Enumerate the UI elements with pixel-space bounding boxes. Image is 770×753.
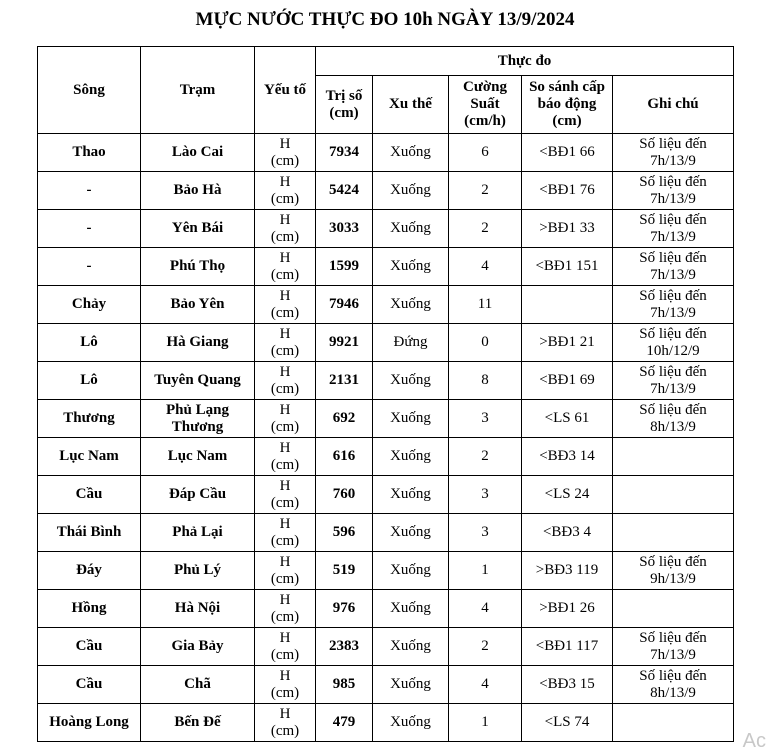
cell-tram: Lào Cai bbox=[141, 134, 255, 172]
cell-yeu-to bbox=[255, 210, 316, 248]
cell-tri-so: 616 bbox=[316, 438, 373, 476]
table-row bbox=[38, 134, 734, 172]
yeu-to-unit: (cm) bbox=[270, 456, 300, 473]
cell-tram: Gia Bảy bbox=[141, 628, 255, 666]
cell-xu-the: Xuống bbox=[373, 400, 449, 438]
table-row bbox=[38, 400, 734, 438]
table-row bbox=[38, 628, 734, 666]
cell-tram: Phủ Lạng Thương bbox=[141, 400, 255, 438]
table-row bbox=[38, 666, 734, 704]
cell-so-sanh bbox=[522, 286, 613, 324]
cell-cuong-suat: 3 bbox=[449, 514, 522, 552]
cell-yeu-to bbox=[255, 476, 316, 514]
cell-ghi-chu bbox=[613, 286, 734, 324]
table-row bbox=[38, 514, 734, 552]
ghi-chu-line-2: 7h/13/9 bbox=[650, 152, 696, 169]
yeu-to-symbol: H bbox=[279, 401, 291, 418]
cell-yeu-to bbox=[255, 628, 316, 666]
cell-tram: Phú Thọ bbox=[141, 248, 255, 286]
cell-cuong-suat: 4 bbox=[449, 590, 522, 628]
cell-song: Thao bbox=[38, 134, 141, 172]
cell-so-sanh: <BĐ1 151 bbox=[522, 248, 613, 286]
table-body bbox=[38, 134, 734, 742]
ghi-chu-line-1: Số liệu đến bbox=[639, 249, 707, 266]
cell-song: Cầu bbox=[38, 666, 141, 704]
cell-ghi-chu bbox=[613, 552, 734, 590]
cell-song: Thái Bình bbox=[38, 514, 141, 552]
cell-cuong-suat: 1 bbox=[449, 552, 522, 590]
cell-cuong-suat: 4 bbox=[449, 666, 522, 704]
cell-yeu-to bbox=[255, 590, 316, 628]
cell-tram: Hà Nội bbox=[141, 590, 255, 628]
cell-tri-so: 692 bbox=[316, 400, 373, 438]
ghi-chu-line-2: 7h/13/9 bbox=[650, 228, 696, 245]
cell-song: - bbox=[38, 248, 141, 286]
cell-xu-the: Xuống bbox=[373, 362, 449, 400]
cell-xu-the: Xuống bbox=[373, 210, 449, 248]
cell-tri-so: 3033 bbox=[316, 210, 373, 248]
table-row bbox=[38, 172, 734, 210]
yeu-to-unit: (cm) bbox=[270, 722, 300, 739]
yeu-to-unit: (cm) bbox=[270, 228, 300, 245]
header-ghi-chu: Ghi chú bbox=[613, 76, 734, 134]
cell-so-sanh: >BĐ3 119 bbox=[522, 552, 613, 590]
ghi-chu-line-1: Số liệu đến bbox=[639, 325, 707, 342]
cell-yeu-to bbox=[255, 438, 316, 476]
cell-xu-the: Xuống bbox=[373, 286, 449, 324]
cell-yeu-to bbox=[255, 362, 316, 400]
cell-song: - bbox=[38, 172, 141, 210]
cell-ghi-chu bbox=[613, 628, 734, 666]
yeu-to-symbol: H bbox=[279, 173, 291, 190]
cell-yeu-to bbox=[255, 134, 316, 172]
cell-tram: Phả Lại bbox=[141, 514, 255, 552]
cell-tram: Yên Bái bbox=[141, 210, 255, 248]
cell-cuong-suat: 2 bbox=[449, 210, 522, 248]
cell-tram: Bến Đế bbox=[141, 704, 255, 742]
cell-so-sanh: <BĐ1 76 bbox=[522, 172, 613, 210]
cell-tri-so: 5424 bbox=[316, 172, 373, 210]
cell-so-sanh: <LS 61 bbox=[522, 400, 613, 438]
cell-song: Chảy bbox=[38, 286, 141, 324]
cell-tri-so: 760 bbox=[316, 476, 373, 514]
cell-so-sanh: >BĐ1 26 bbox=[522, 590, 613, 628]
cell-so-sanh: >BĐ1 21 bbox=[522, 324, 613, 362]
cell-tri-so: 976 bbox=[316, 590, 373, 628]
cell-ghi-chu bbox=[613, 362, 734, 400]
cell-yeu-to bbox=[255, 324, 316, 362]
header-so-sanh: So sánh cấp báo động (cm) bbox=[522, 76, 613, 134]
cell-tri-so: 985 bbox=[316, 666, 373, 704]
yeu-to-unit: (cm) bbox=[270, 646, 300, 663]
table-row bbox=[38, 552, 734, 590]
cell-tri-so: 2131 bbox=[316, 362, 373, 400]
table-row bbox=[38, 362, 734, 400]
cell-so-sanh: <BĐ3 14 bbox=[522, 438, 613, 476]
cell-song: Lô bbox=[38, 362, 141, 400]
cell-yeu-to bbox=[255, 286, 316, 324]
header-song: Sông bbox=[38, 47, 141, 134]
yeu-to-symbol: H bbox=[279, 135, 291, 152]
table-row bbox=[38, 590, 734, 628]
cell-tri-so: 479 bbox=[316, 704, 373, 742]
cell-so-sanh: <BĐ1 69 bbox=[522, 362, 613, 400]
cell-ghi-chu bbox=[613, 210, 734, 248]
header-yeu-to: Yếu tố bbox=[255, 47, 316, 134]
cell-tram: Bảo Yên bbox=[141, 286, 255, 324]
cell-cuong-suat: 3 bbox=[449, 400, 522, 438]
ghi-chu-line-2: 8h/13/9 bbox=[650, 684, 696, 701]
cell-xu-the: Xuống bbox=[373, 134, 449, 172]
yeu-to-symbol: H bbox=[279, 211, 291, 228]
cell-song: Đáy bbox=[38, 552, 141, 590]
header-tri-so: Trị số (cm) bbox=[316, 76, 373, 134]
cell-ghi-chu bbox=[613, 514, 734, 552]
cell-song: Lục Nam bbox=[38, 438, 141, 476]
cell-tri-so: 596 bbox=[316, 514, 373, 552]
ghi-chu-line-2: 7h/13/9 bbox=[650, 304, 696, 321]
ghi-chu-line-1: Số liệu đến bbox=[639, 667, 707, 684]
ghi-chu-line-2: 8h/13/9 bbox=[650, 418, 696, 435]
water-level-table bbox=[37, 46, 734, 742]
cell-tri-so: 519 bbox=[316, 552, 373, 590]
header-cuong-suat: Cường Suất (cm/h) bbox=[449, 76, 522, 134]
cell-tri-so: 7934 bbox=[316, 134, 373, 172]
cell-cuong-suat: 11 bbox=[449, 286, 522, 324]
header-xu-the: Xu thế bbox=[373, 76, 449, 134]
cell-xu-the: Xuống bbox=[373, 172, 449, 210]
cell-cuong-suat: 3 bbox=[449, 476, 522, 514]
yeu-to-unit: (cm) bbox=[270, 608, 300, 625]
ghi-chu-line-1: Số liệu đến bbox=[639, 629, 707, 646]
cell-cuong-suat: 2 bbox=[449, 172, 522, 210]
ghi-chu-line-2: 9h/13/9 bbox=[650, 570, 696, 587]
cell-tram: Lục Nam bbox=[141, 438, 255, 476]
cell-tri-so: 2383 bbox=[316, 628, 373, 666]
cell-cuong-suat: 8 bbox=[449, 362, 522, 400]
activation-watermark: Ac bbox=[742, 730, 766, 752]
cell-tri-so: 1599 bbox=[316, 248, 373, 286]
cell-cuong-suat: 0 bbox=[449, 324, 522, 362]
cell-ghi-chu bbox=[613, 134, 734, 172]
yeu-to-symbol: H bbox=[279, 249, 291, 266]
cell-ghi-chu bbox=[613, 248, 734, 286]
ghi-chu-line-1: Số liệu đến bbox=[639, 135, 707, 152]
yeu-to-unit: (cm) bbox=[270, 418, 300, 435]
cell-tram: Đáp Cầu bbox=[141, 476, 255, 514]
cell-xu-the: Xuống bbox=[373, 514, 449, 552]
cell-so-sanh: <BĐ3 4 bbox=[522, 514, 613, 552]
yeu-to-unit: (cm) bbox=[270, 380, 300, 397]
yeu-to-unit: (cm) bbox=[270, 342, 300, 359]
cell-so-sanh: >BĐ1 33 bbox=[522, 210, 613, 248]
cell-song: Hoàng Long bbox=[38, 704, 141, 742]
cell-ghi-chu bbox=[613, 438, 734, 476]
yeu-to-symbol: H bbox=[279, 705, 291, 722]
yeu-to-unit: (cm) bbox=[270, 190, 300, 207]
yeu-to-unit: (cm) bbox=[270, 570, 300, 587]
yeu-to-symbol: H bbox=[279, 553, 291, 570]
header-tram: Trạm bbox=[141, 47, 255, 134]
cell-so-sanh: <LS 24 bbox=[522, 476, 613, 514]
yeu-to-unit: (cm) bbox=[270, 266, 300, 283]
cell-so-sanh: <BĐ3 15 bbox=[522, 666, 613, 704]
ghi-chu-line-2: 7h/13/9 bbox=[650, 646, 696, 663]
cell-song: - bbox=[38, 210, 141, 248]
cell-song: Hồng bbox=[38, 590, 141, 628]
cell-so-sanh: <BĐ1 66 bbox=[522, 134, 613, 172]
cell-ghi-chu bbox=[613, 590, 734, 628]
cell-yeu-to bbox=[255, 666, 316, 704]
ghi-chu-line-2: 7h/13/9 bbox=[650, 380, 696, 397]
ghi-chu-line-1: Số liệu đến bbox=[639, 553, 707, 570]
ghi-chu-line-1: Số liệu đến bbox=[639, 363, 707, 380]
yeu-to-unit: (cm) bbox=[270, 532, 300, 549]
cell-yeu-to bbox=[255, 552, 316, 590]
cell-tram: Bảo Hà bbox=[141, 172, 255, 210]
cell-ghi-chu bbox=[613, 476, 734, 514]
cell-xu-the: Xuống bbox=[373, 248, 449, 286]
yeu-to-unit: (cm) bbox=[270, 152, 300, 169]
cell-ghi-chu bbox=[613, 400, 734, 438]
ghi-chu-line-1: Số liệu đến bbox=[639, 287, 707, 304]
cell-yeu-to bbox=[255, 704, 316, 742]
cell-xu-the: Xuống bbox=[373, 666, 449, 704]
ghi-chu-line-1: Số liệu đến bbox=[639, 401, 707, 418]
cell-cuong-suat: 4 bbox=[449, 248, 522, 286]
table-row bbox=[38, 476, 734, 514]
cell-yeu-to bbox=[255, 400, 316, 438]
header-thuc-do: Thực đo bbox=[316, 47, 734, 76]
cell-xu-the: Xuống bbox=[373, 628, 449, 666]
yeu-to-unit: (cm) bbox=[270, 684, 300, 701]
cell-ghi-chu bbox=[613, 324, 734, 362]
table-row bbox=[38, 286, 734, 324]
cell-yeu-to bbox=[255, 248, 316, 286]
cell-cuong-suat: 6 bbox=[449, 134, 522, 172]
cell-yeu-to bbox=[255, 514, 316, 552]
cell-song: Cầu bbox=[38, 476, 141, 514]
cell-tram: Chã bbox=[141, 666, 255, 704]
cell-tram: Phủ Lý bbox=[141, 552, 255, 590]
cell-tri-so: 9921 bbox=[316, 324, 373, 362]
cell-song: Cầu bbox=[38, 628, 141, 666]
cell-cuong-suat: 1 bbox=[449, 704, 522, 742]
cell-song: Thương bbox=[38, 400, 141, 438]
table-row bbox=[38, 210, 734, 248]
cell-xu-the: Xuống bbox=[373, 704, 449, 742]
cell-ghi-chu bbox=[613, 666, 734, 704]
yeu-to-symbol: H bbox=[279, 287, 291, 304]
page-title: MỰC NƯỚC THỰC ĐO 10h NGÀY 13/9/2024 bbox=[195, 9, 575, 30]
cell-song: Lô bbox=[38, 324, 141, 362]
yeu-to-symbol: H bbox=[279, 629, 291, 646]
cell-tram: Tuyên Quang bbox=[141, 362, 255, 400]
table-row bbox=[38, 248, 734, 286]
cell-xu-the: Xuống bbox=[373, 590, 449, 628]
yeu-to-symbol: H bbox=[279, 363, 291, 380]
yeu-to-unit: (cm) bbox=[270, 494, 300, 511]
table-row bbox=[38, 324, 734, 362]
cell-so-sanh: <BĐ1 117 bbox=[522, 628, 613, 666]
ghi-chu-line-2: 7h/13/9 bbox=[650, 190, 696, 207]
ghi-chu-line-2: 7h/13/9 bbox=[650, 266, 696, 283]
table-row bbox=[38, 704, 734, 742]
cell-so-sanh: <LS 74 bbox=[522, 704, 613, 742]
yeu-to-unit: (cm) bbox=[270, 304, 300, 321]
yeu-to-symbol: H bbox=[279, 591, 291, 608]
cell-xu-the: Xuống bbox=[373, 438, 449, 476]
table-row bbox=[38, 438, 734, 476]
yeu-to-symbol: H bbox=[279, 325, 291, 342]
cell-xu-the: Xuống bbox=[373, 476, 449, 514]
ghi-chu-line-1: Số liệu đến bbox=[639, 173, 707, 190]
ghi-chu-line-2: 10h/12/9 bbox=[646, 342, 700, 359]
cell-xu-the: Đứng bbox=[373, 324, 449, 362]
yeu-to-symbol: H bbox=[279, 515, 291, 532]
cell-xu-the: Xuống bbox=[373, 552, 449, 590]
cell-cuong-suat: 2 bbox=[449, 628, 522, 666]
yeu-to-symbol: H bbox=[279, 477, 291, 494]
cell-tram: Hà Giang bbox=[141, 324, 255, 362]
cell-yeu-to bbox=[255, 172, 316, 210]
cell-ghi-chu bbox=[613, 172, 734, 210]
cell-ghi-chu bbox=[613, 704, 734, 742]
yeu-to-symbol: H bbox=[279, 439, 291, 456]
yeu-to-symbol: H bbox=[279, 667, 291, 684]
cell-cuong-suat: 2 bbox=[449, 438, 522, 476]
cell-tri-so: 7946 bbox=[316, 286, 373, 324]
ghi-chu-line-1: Số liệu đến bbox=[639, 211, 707, 228]
